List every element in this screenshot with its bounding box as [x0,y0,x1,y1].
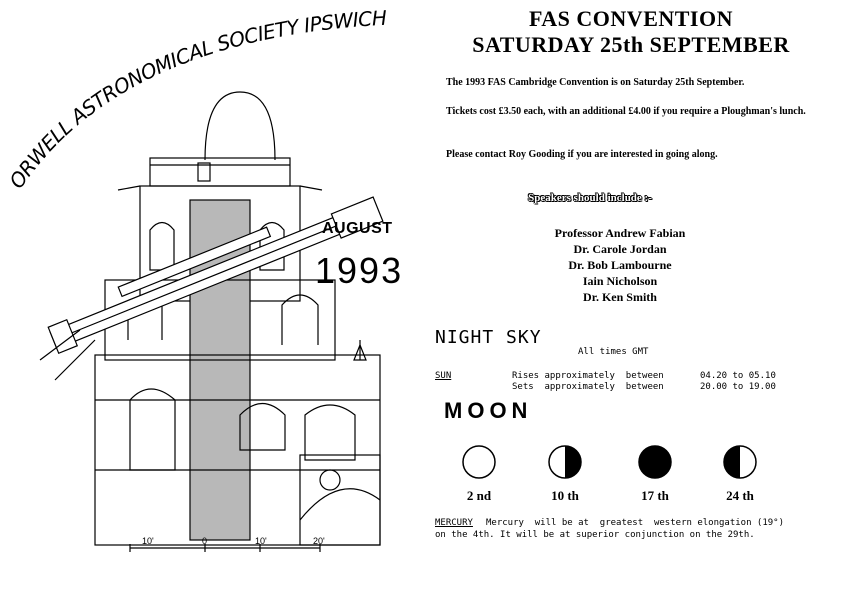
new-moon-icon [637,444,673,480]
mercury-label: MERCURY [435,518,473,528]
scale-label: 10' [142,536,154,546]
moon-phase-label: 24 th [726,488,754,503]
times-note: All times GMT [578,347,649,357]
svg-text:ORWELL ASTRONOMICAL SOCIETY IP [4,6,387,193]
contact-paragraph: Please contact Roy Gooding if you are interested in going along. [446,149,718,160]
moon-phase-label: 17 th [641,488,669,503]
moon-heading: MOON [444,398,533,423]
society-name-text: ORWELL ASTRONOMICAL SOCIETY IPSWICH [4,5,388,193]
society-name [0,0,420,200]
speaker-item: Iain Nicholson [582,274,658,288]
scale-label: 20' [313,536,325,546]
speakers-list [520,225,720,305]
convention-title [420,6,842,58]
scale-label: 10' [255,536,267,546]
issue-year: 1993 [315,250,404,291]
tickets-paragraph: Tickets cost £3.50 each, with an additional £4.00 if you require a Ploughman's lunch. [446,106,806,117]
moon-phase-label: 10 th [551,488,579,503]
speaker-item: Dr. Carole Jordan [573,242,667,256]
night-sky-title: NIGHT SKY [435,327,542,348]
speaker-item: Dr. Ken Smith [583,290,657,304]
sun-label: SUN [435,371,452,381]
last-quarter-moon-icon [547,444,583,480]
speaker-item: Professor Andrew Fabian [554,226,686,240]
sun-rise-label: Rises approximately between [512,371,664,381]
sun-rise-value: 04.20 to 05.10 [700,371,776,381]
first-quarter-moon-icon [722,444,758,480]
speakers-heading: Speakers should include :- [528,192,652,204]
full-moon-icon [461,444,497,480]
mercury-text-continued: on the 4th. It will be at superior conjunction on the 29th. [435,530,755,540]
mercury-text: Mercury will be at greatest western elongation (19°) [486,518,785,528]
scale-label: 0 [202,536,208,546]
moon-phase-label: 2 nd [466,488,492,503]
convention-title-line1: FAS CONVENTION [528,6,733,31]
convention-date-paragraph: The 1993 FAS Cambridge Convention is on Saturday 25th September. [446,77,745,88]
speaker-item: Dr. Bob Lambourne [568,258,672,272]
issue-month: AUGUST [322,220,393,237]
sun-set-value: 20.00 to 19.00 [700,382,776,392]
sun-set-label: Sets approximately between [512,382,664,392]
convention-title-line2: SATURDAY 25th SEPTEMBER [472,32,790,57]
